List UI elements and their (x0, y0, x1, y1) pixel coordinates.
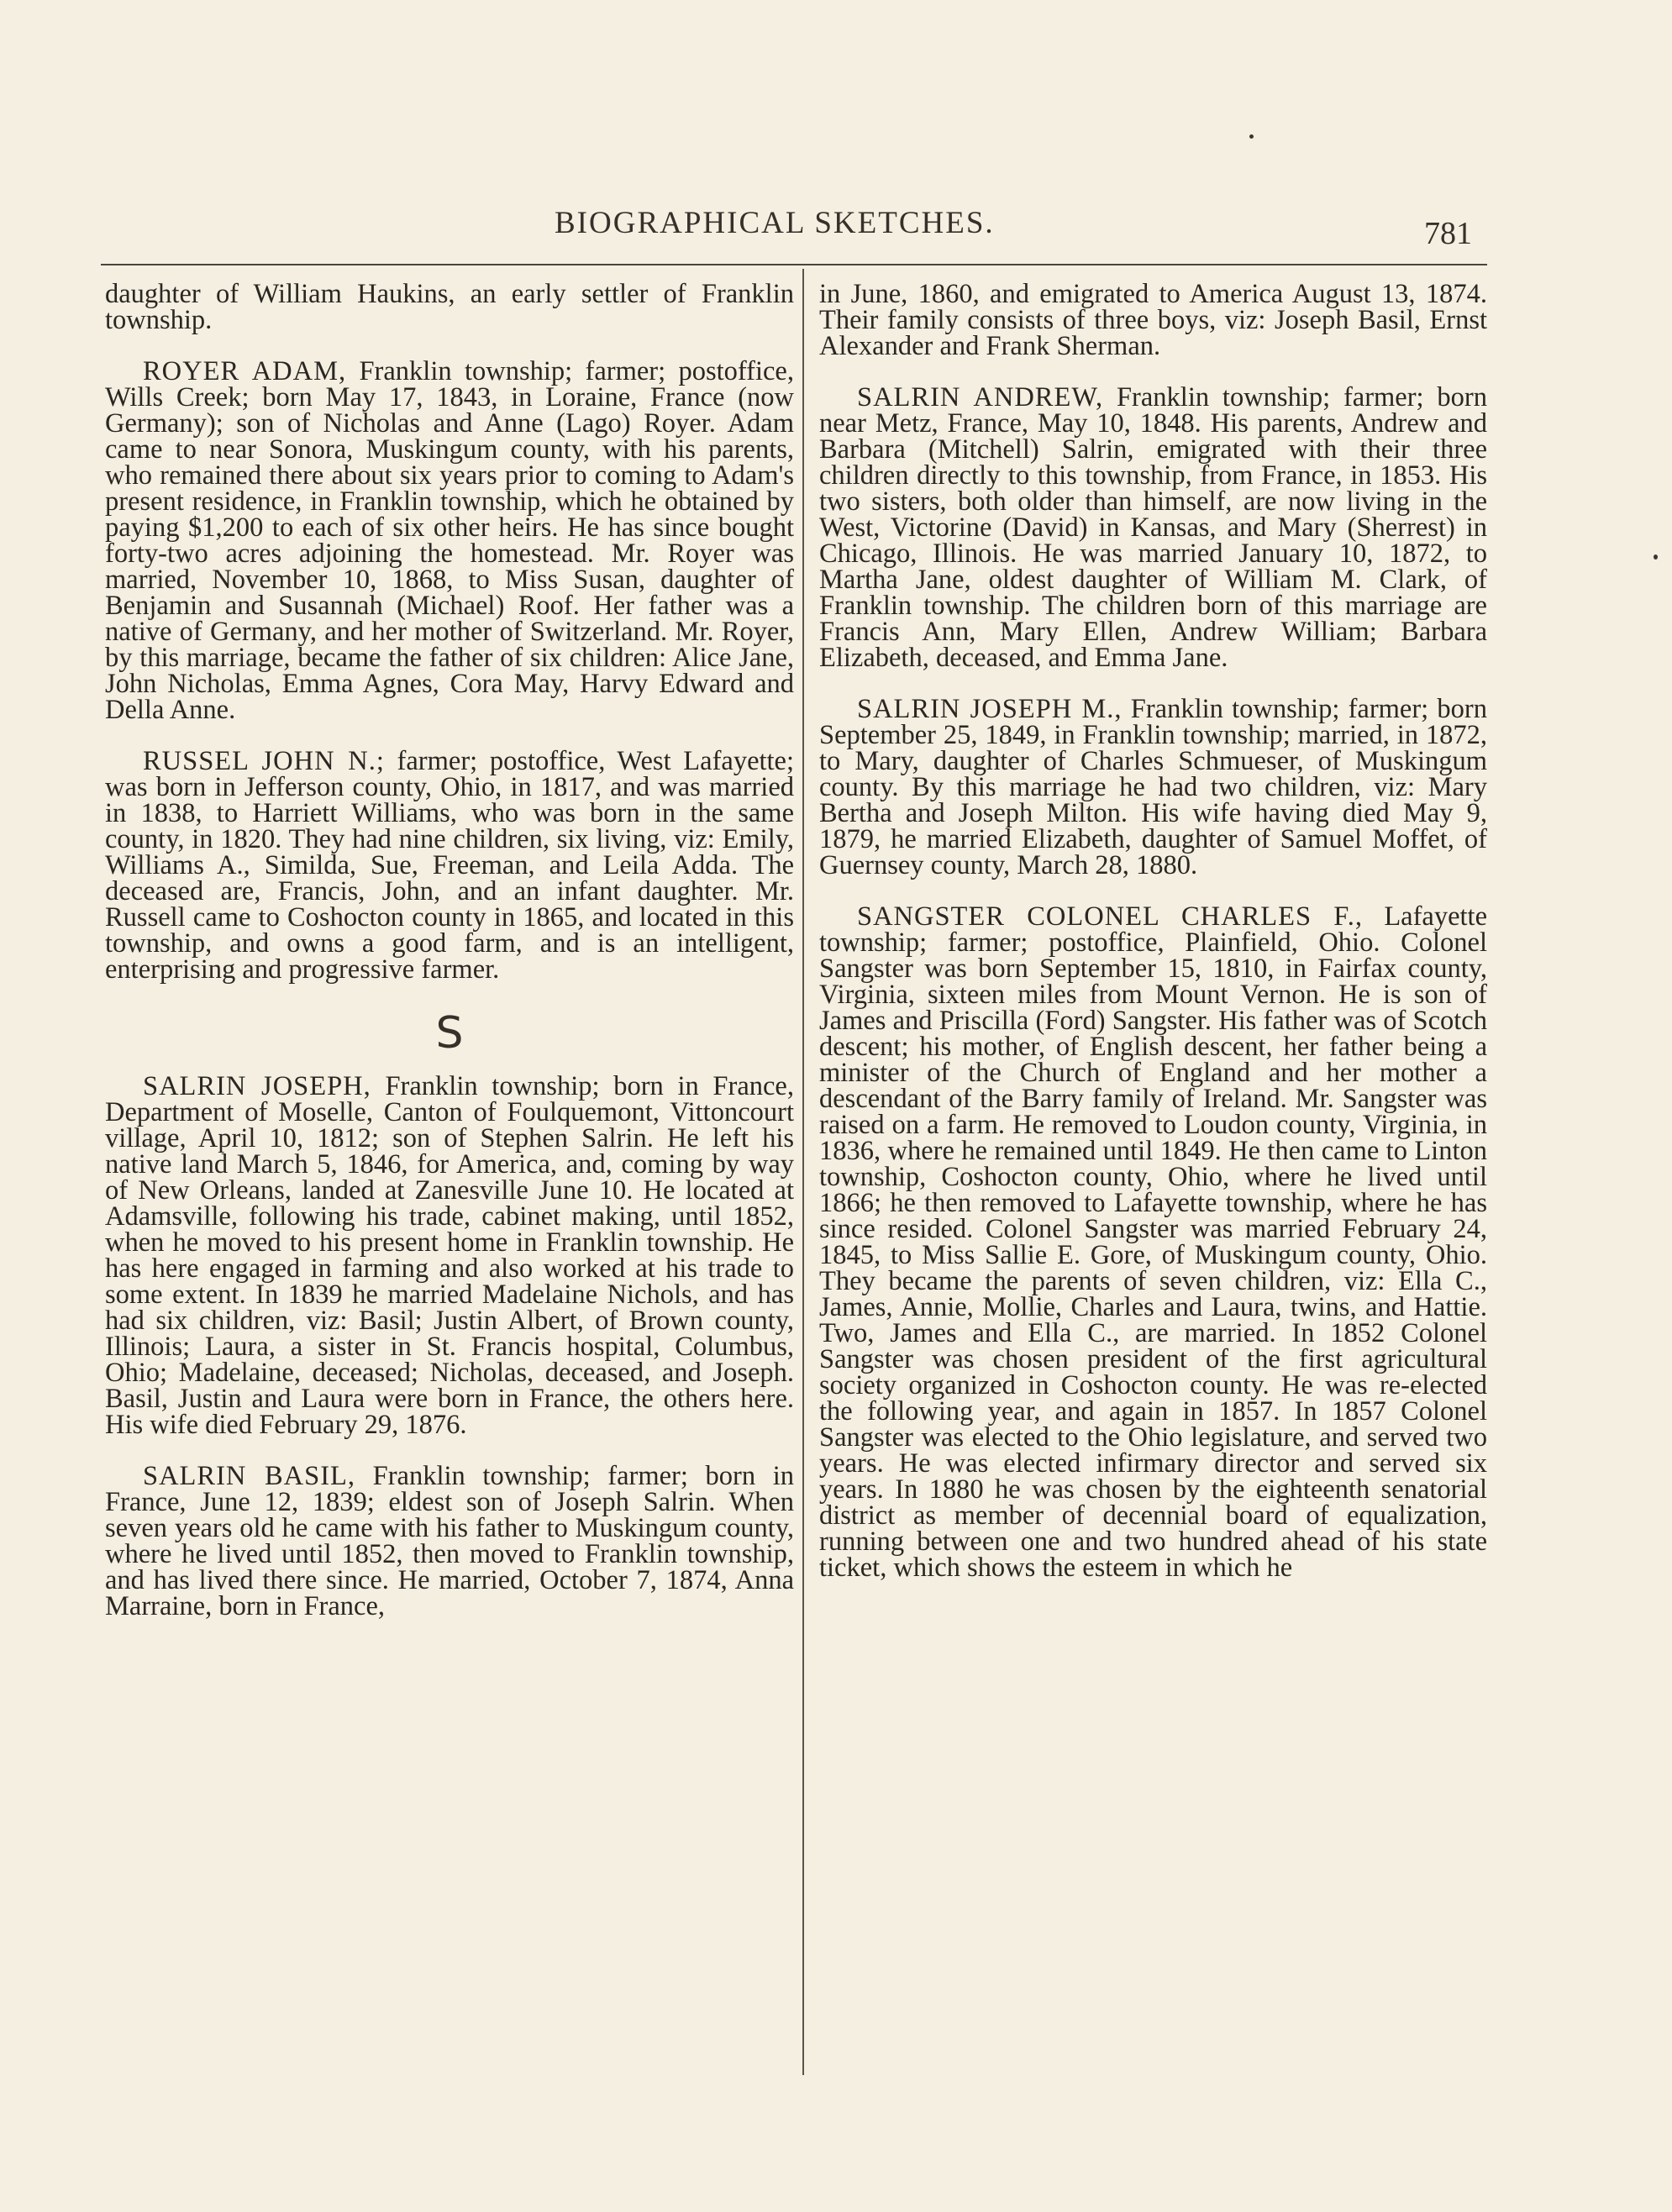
biography-entry-salrin-joseph-m (819, 696, 1487, 879)
ink-speck (1654, 554, 1658, 560)
continued-paragraph: daughter of William Haukins, an early settler of Franklin township. (105, 279, 794, 335)
biography-entry-salrin-basil (105, 1463, 794, 1620)
biography-entry-russel-john (105, 746, 795, 985)
entry-text: Franklin township; farmer; born in France, June 12, 1839; eldest son of Joseph Salrin. When seven years old he came with his father to Muskingum county, where he lived until 1852, then moved to Franklin township, and has lived there since. He married, October 7, 1874, Anna Marraine, born in France, (105, 1461, 794, 1621)
section-letter: S (435, 1008, 464, 1059)
header-rule (101, 264, 1487, 265)
entry-name: SALRIN JOSEPH, (143, 1071, 371, 1101)
page-number: 781 (1424, 216, 1472, 251)
ink-speck (1249, 134, 1254, 139)
running-header: BIOGRAPHICAL SKETCHES. (555, 206, 995, 240)
continued-paragraph: in June, 1860, and emigrated to America August 13, 1874. Their family consists of three boys, viz: Joseph Basil, Ernst Alexander and Frank Sherman. (819, 279, 1487, 361)
entry-text: Lafayette township; farmer; postoffice, Plainfield, Ohio. Colonel Sangster was born September 15, 1810, in Fairfax county, Virginia, sixteen miles from Mount Vernon. He is son of James and Priscilla (Ford) Sangster. His father was of Scotch descent; his mother, of English descent, her father being a minister of the Church of England and her mother a descendant of the Barry family of Ireland. Mr. Sangster was raised on a farm. He removed to Loudon county, Virginia, in 1836, where he remained until 1849. He then came to Linton township, Coshocton county, Ohio, where he lived until 1866; he then removed to Lafayette township, where he has since resided. Colonel Sangster was married February 24, 1845, to Miss Sallie E. Gore, of Muskingum county, Ohio. They became the parents of seven children, viz: Ella C., James, Annie, Mollie, Charles and Laura, twins, and Hattie. Two, James and Ella C., are married. In 1852 Colonel Sangster was chosen president of the first agricultural society organized in Coshocton county. He was re-elected the following year, and again in 1857. In 1857 Colonel Sangster was elected to the Ohio legislature, and served two years. He was elected infirmary director and served six years. In 1880 he was chosen by the eighteenth senatorial district as member of decennial board of equalization, running between one and two hundred ahead of his state ticket, which shows the esteem in which he (819, 901, 1487, 1583)
column-divider (802, 269, 804, 2075)
entry-name: ROYER ADAM, (143, 356, 347, 386)
entry-text: farmer; postoffice, West Lafayette; was born in Jefferson county, Ohio, in 1817, and was married in 1838, to Harriett Williams, who was born in the same county, in 1820. They had nine children, six living, viz: Emily, Williams A., Similda, Sue, Freeman, and Leila Adda. The deceased are, Francis, John, and an infant daughter. Mr. Russell came to Coshocton county in 1865, and located in this township, and owns a good farm, and is an intelligent, enterprising and progressive farmer. (105, 746, 795, 985)
entry-name: SANGSTER COLONEL CHARLES F., (857, 901, 1364, 932)
biography-entry-sangster-charles (819, 901, 1487, 1583)
biography-entry-royer-adam (105, 356, 794, 725)
entry-name: SALRIN JOSEPH M., (857, 694, 1123, 724)
entry-text: Franklin township; born in France, Department of Moselle, Canton of Foulquemont, Vittoncourt village, April 10, 1812; son of Stephen Salrin. He left his native land March 5, 1846, for America, and, coming by way of New Orleans, landed at Zanesville June 10. He located at Adamsville, following his trade, cabinet making, until 1852, when he moved to his present home in Franklin township. He has here engaged in farming and also worked at his trade to some extent. In 1839 he married Madelaine Nichols, and has had six children, viz: Basil; Justin Albert, of Brown county, Illinois; Laura, a sister in St. Francis hospital, Columbus, Ohio; Madelaine, deceased; Nicholas, deceased, and Joseph. Basil, Justin and Laura were born in France, the others here. His wife died February 29, 1876. (105, 1071, 794, 1440)
entry-text: Franklin township; farmer; postoffice, Wills Creek; born May 17, 1843, in Loraine, France (now Germany); son of Nicholas and Anne (Lago) Royer. Adam came to near Sonora, Muskingum county, with his parents, who remained there about six years prior to coming to Adam's present residence, in Franklin township, which he obtained by paying $1,200 to each of six other heirs. He has since bought forty-two acres adjoining the homestead. Mr. Royer was married, November 10, 1868, to Miss Susan, daughter of Benjamin and Susannah (Michael) Roof. Her father was a native of Germany, and her mother of Switzerland. Mr. Royer, by this marriage, became the father of six children: Alice Jane, John Nicholas, Emma Agnes, Cora May, Harvy Edward and Della Anne. (105, 356, 794, 725)
entry-text: Franklin township; farmer; born September 25, 1849, in Franklin township; married, in 1872, to Mary, daughter of Charles Schmueser, of Muskingum county. By this marriage he had two children, viz: Mary Bertha and Joseph Milton. His wife having died May 9, 1879, he married Elizabeth, daughter of Samuel Moffet, of Guernsey county, March 28, 1880. (819, 694, 1487, 880)
entry-name: RUSSEL JOHN N.; (143, 746, 385, 776)
entry-name: SALRIN BASIL, (143, 1461, 356, 1491)
left-column (105, 281, 794, 1645)
entry-text: Franklin township; farmer; born near Metz, France, May 10, 1848. His parents, Andrew and Barbara (Mitchell) Salrin, emigrated with their three children directly to this township, from France, in 1853. His two sisters, both older than himself, are now living in the West, Victorine (David) in Kansas, and Mary (Sherrest) in Chicago, Illinois. He was married January 10, 1872, to Martha Jane, oldest daughter of William M. Clark, of Franklin township. The children born of this marriage are Francis Ann, Mary Ellen, Andrew William; Barbara Elizabeth, deceased, and Emma Jane. (819, 382, 1487, 673)
entry-name: SALRIN ANDREW, (857, 382, 1104, 412)
right-column (819, 281, 1487, 1606)
biography-entry-salrin-joseph (105, 1071, 794, 1440)
biography-entry-salrin-andrew (819, 382, 1487, 673)
